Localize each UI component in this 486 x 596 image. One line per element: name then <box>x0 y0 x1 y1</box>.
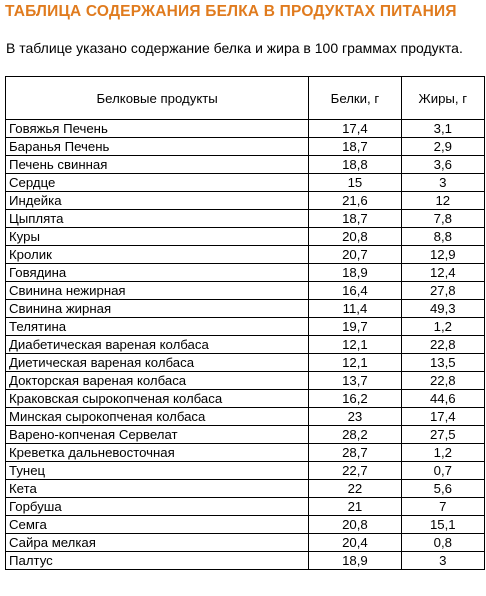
cell-product: Сайра мелкая <box>6 534 309 552</box>
cell-protein: 20,4 <box>309 534 401 552</box>
table-header-row <box>6 77 485 120</box>
cell-fat: 13,5 <box>401 354 484 372</box>
cell-product: Свинина жирная <box>6 300 309 318</box>
cell-protein: 17,4 <box>309 120 401 138</box>
table-row <box>6 138 485 156</box>
cell-product: Говядина <box>6 264 309 282</box>
table-row <box>6 498 485 516</box>
header-protein: Белки, г <box>309 77 401 120</box>
cell-product: Свинина нежирная <box>6 282 309 300</box>
cell-product: Сердце <box>6 174 309 192</box>
table-row <box>6 408 485 426</box>
table-row <box>6 426 485 444</box>
cell-fat: 22,8 <box>401 336 484 354</box>
cell-fat: 3,6 <box>401 156 484 174</box>
cell-product: Куры <box>6 228 309 246</box>
cell-fat: 0,7 <box>401 462 484 480</box>
protein-table <box>5 76 485 570</box>
cell-protein: 19,7 <box>309 318 401 336</box>
cell-fat: 3 <box>401 552 484 570</box>
table-row <box>6 156 485 174</box>
cell-product: Кролик <box>6 246 309 264</box>
cell-protein: 20,8 <box>309 228 401 246</box>
cell-product: Тунец <box>6 462 309 480</box>
cell-protein: 23 <box>309 408 401 426</box>
cell-fat: 27,5 <box>401 426 484 444</box>
cell-product: Индейка <box>6 192 309 210</box>
cell-protein: 18,7 <box>309 138 401 156</box>
cell-protein: 18,8 <box>309 156 401 174</box>
table-row <box>6 300 485 318</box>
cell-product: Минская сырокопченая колбаса <box>6 408 309 426</box>
cell-protein: 15 <box>309 174 401 192</box>
cell-protein: 18,7 <box>309 210 401 228</box>
table-row <box>6 552 485 570</box>
cell-protein: 22,7 <box>309 462 401 480</box>
table-row <box>6 372 485 390</box>
cell-product: Диабетическая вареная колбаса <box>6 336 309 354</box>
cell-protein: 11,4 <box>309 300 401 318</box>
table-row <box>6 282 485 300</box>
table-row <box>6 192 485 210</box>
cell-fat: 22,8 <box>401 372 484 390</box>
cell-product: Варено-копченая Сервелат <box>6 426 309 444</box>
cell-product: Горбуша <box>6 498 309 516</box>
cell-fat: 12 <box>401 192 484 210</box>
cell-product: Телятина <box>6 318 309 336</box>
cell-protein: 21 <box>309 498 401 516</box>
cell-product: Докторская вареная колбаса <box>6 372 309 390</box>
cell-protein: 12,1 <box>309 336 401 354</box>
cell-fat: 3 <box>401 174 484 192</box>
cell-fat: 0,8 <box>401 534 484 552</box>
table-row <box>6 480 485 498</box>
table-row <box>6 246 485 264</box>
cell-fat: 7 <box>401 498 484 516</box>
cell-product: Палтус <box>6 552 309 570</box>
table-row <box>6 444 485 462</box>
table-row <box>6 534 485 552</box>
cell-product: Семга <box>6 516 309 534</box>
cell-fat: 5,6 <box>401 480 484 498</box>
cell-fat: 27,8 <box>401 282 484 300</box>
cell-protein: 13,7 <box>309 372 401 390</box>
cell-product: Диетическая вареная колбаса <box>6 354 309 372</box>
cell-protein: 28,2 <box>309 426 401 444</box>
table-row <box>6 516 485 534</box>
page-title: ТАБЛИЦА СОДЕРЖАНИЯ БЕЛКА В ПРОДУКТАХ ПИТАНИЯ <box>5 3 457 20</box>
table-row <box>6 210 485 228</box>
cell-protein: 20,8 <box>309 516 401 534</box>
cell-fat: 49,3 <box>401 300 484 318</box>
cell-protein: 21,6 <box>309 192 401 210</box>
cell-product: Баранья Печень <box>6 138 309 156</box>
cell-fat: 2,9 <box>401 138 484 156</box>
table-row <box>6 120 485 138</box>
cell-protein: 12,1 <box>309 354 401 372</box>
cell-fat: 12,9 <box>401 246 484 264</box>
cell-protein: 22 <box>309 480 401 498</box>
cell-protein: 18,9 <box>309 264 401 282</box>
cell-protein: 18,9 <box>309 552 401 570</box>
cell-protein: 16,4 <box>309 282 401 300</box>
table-row <box>6 228 485 246</box>
cell-fat: 3,1 <box>401 120 484 138</box>
header-fat: Жиры, г <box>401 77 484 120</box>
cell-protein: 28,7 <box>309 444 401 462</box>
table-row <box>6 336 485 354</box>
table-row <box>6 354 485 372</box>
cell-product: Креветка дальневосточная <box>6 444 309 462</box>
cell-fat: 7,8 <box>401 210 484 228</box>
table-row <box>6 174 485 192</box>
page-subtitle: В таблице указано содержание белка и жира в 100 граммах продукта. <box>6 40 463 56</box>
cell-product: Краковская сырокопченая колбаса <box>6 390 309 408</box>
cell-fat: 12,4 <box>401 264 484 282</box>
cell-fat: 8,8 <box>401 228 484 246</box>
table-body <box>6 120 485 570</box>
cell-product: Печень свинная <box>6 156 309 174</box>
cell-fat: 15,1 <box>401 516 484 534</box>
cell-product: Кета <box>6 480 309 498</box>
cell-fat: 1,2 <box>401 444 484 462</box>
table-row <box>6 462 485 480</box>
cell-fat: 44,6 <box>401 390 484 408</box>
table-row <box>6 264 485 282</box>
cell-product: Говяжья Печень <box>6 120 309 138</box>
table-row <box>6 390 485 408</box>
cell-product: Цыплята <box>6 210 309 228</box>
cell-fat: 1,2 <box>401 318 484 336</box>
cell-protein: 16,2 <box>309 390 401 408</box>
header-products: Белковые продукты <box>6 77 309 120</box>
cell-protein: 20,7 <box>309 246 401 264</box>
cell-fat: 17,4 <box>401 408 484 426</box>
table-row <box>6 318 485 336</box>
